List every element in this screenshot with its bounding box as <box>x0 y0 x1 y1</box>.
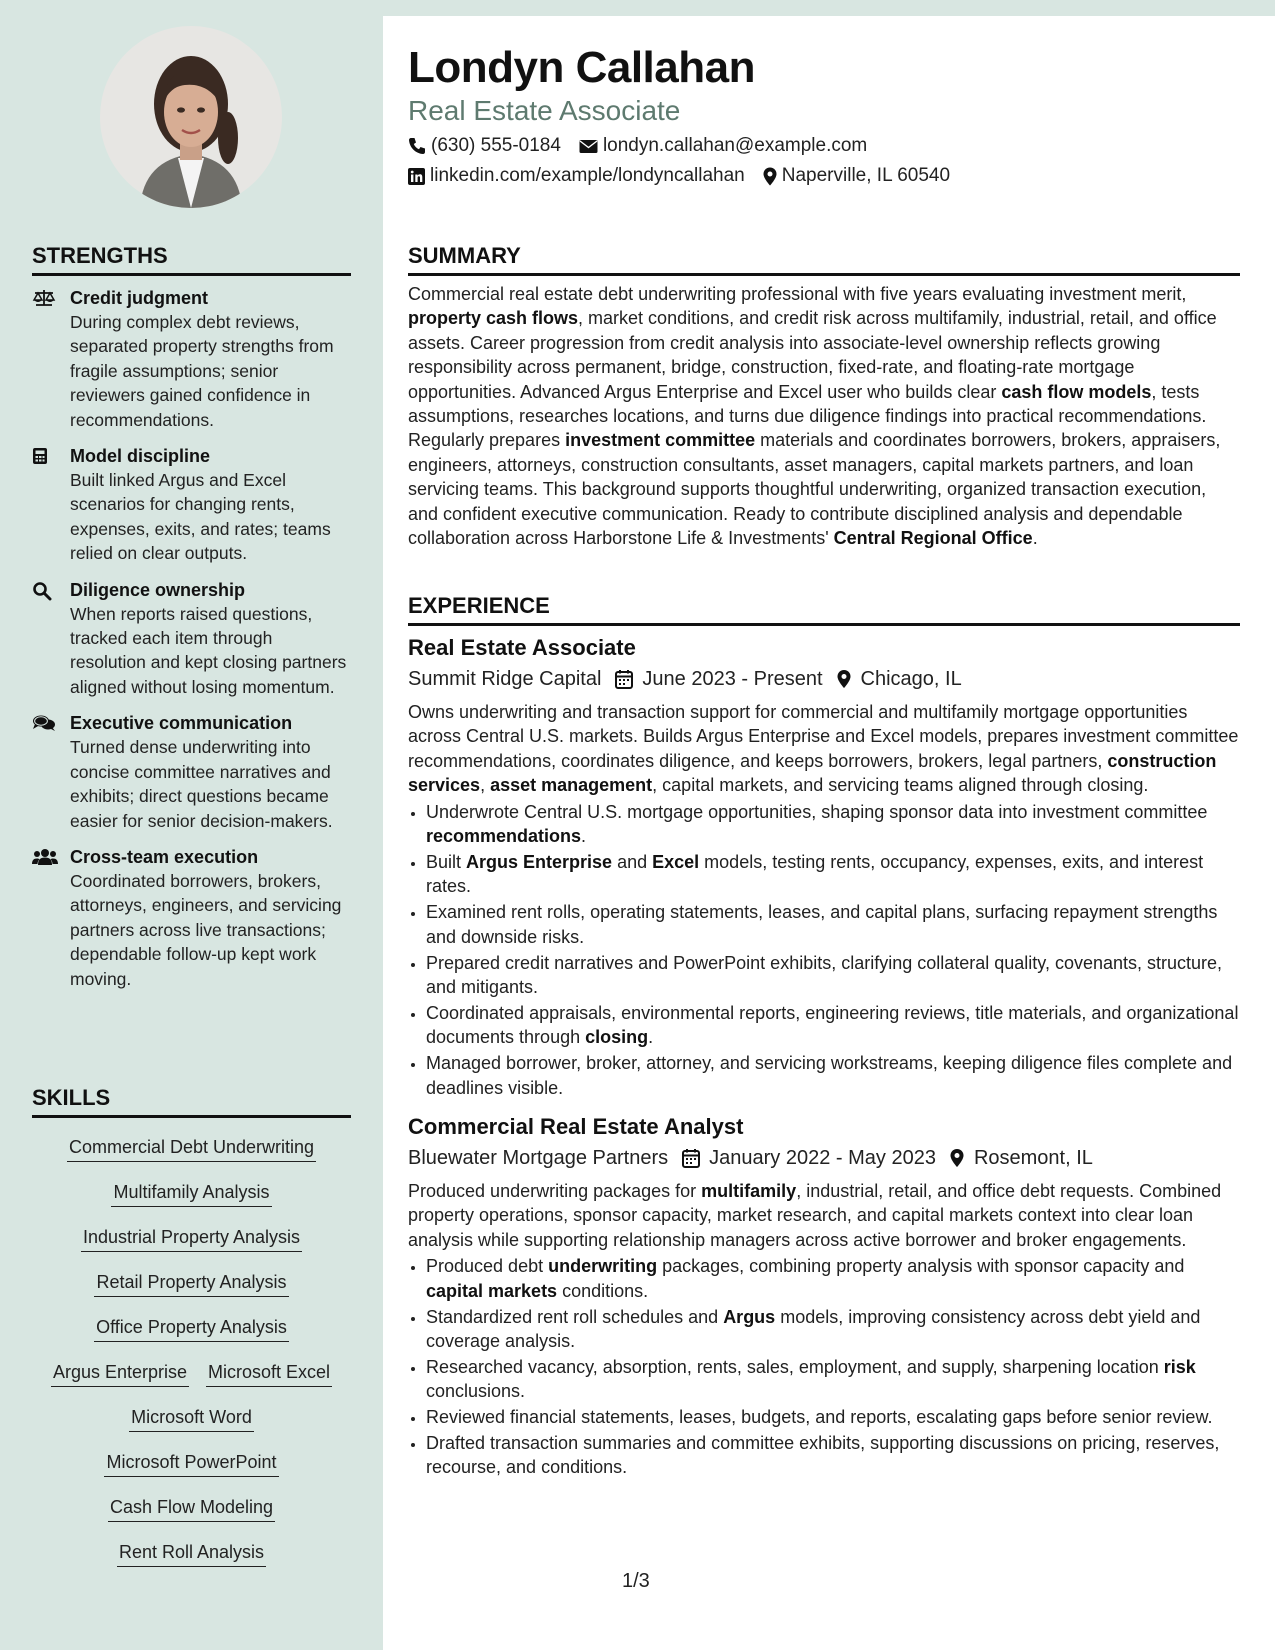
skill-tag: Commercial Debt Underwriting <box>67 1136 316 1162</box>
job-location: Rosemont, IL <box>973 1147 1093 1169</box>
strength-description: Turned dense underwriting into concise committee narratives and exhibits; direct questions became easier for senior decision-makers. <box>70 737 333 831</box>
strength-item <box>32 845 352 991</box>
text-run: Examined rent rolls, operating statements, leases, and capital plans, surfacing repayment strengths and downside risks. <box>426 902 1218 947</box>
job-entry <box>408 1113 1240 1480</box>
search-icon <box>32 578 70 700</box>
strength-item <box>32 444 352 566</box>
text-run: packages, combining property analysis with sponsor capacity and <box>657 1256 1185 1277</box>
strength-item <box>32 711 352 833</box>
text-run: Reviewed financial statements, leases, budgets, and reports, escalating gaps before senior review. <box>426 1407 1213 1428</box>
skill-tag: Rent Roll Analysis <box>117 1541 266 1567</box>
bold-text: capital markets <box>426 1280 558 1301</box>
location-text: Naperville, IL 60540 <box>781 165 951 186</box>
job-bullet <box>426 1051 1240 1100</box>
text-run: materials and coordinates borrowers, brokers, appraisers, engineers, attorneys, construction consultants, asset managers, capital markets partners, and loan servicing teams. This background supports thoughtful underwriting, organized transaction execution, and confident executive communication. Ready to contribute disciplined analysis and dependable collaboration across Harborstone Life & Investments' <box>408 430 1221 549</box>
job-dates: June 2023 - Present <box>642 668 823 690</box>
skills-heading: SKILLS <box>32 1085 351 1118</box>
bold-text: multifamily <box>701 1181 797 1201</box>
strength-description: During complex debt reviews, separated property strengths from fragile assumptions; senior reviewers gained confidence in recommendations. <box>70 312 334 430</box>
experience-section <box>408 593 1240 1481</box>
text-run: Commercial real estate debt underwriting professional with five years evaluating investment merit, <box>408 284 1187 304</box>
calendar-icon <box>682 1148 700 1168</box>
strength-description: When reports raised questions, tracked each item through resolution and kept closing partners aligned without losing momentum. <box>70 603 347 697</box>
contact-location <box>763 164 950 188</box>
job-bullet <box>426 1405 1240 1429</box>
skill-tag: Microsoft Excel <box>206 1361 332 1387</box>
job-bullet <box>426 850 1240 899</box>
skill-tag: Cash Flow Modeling <box>108 1496 275 1522</box>
strength-item <box>32 286 352 432</box>
strength-description: Coordinated borrowers, brokers, attorneys, engineers, and servicing partners across live transactions; dependable follow-up kept work moving. <box>70 870 342 989</box>
bold-text: construction services <box>408 750 1217 796</box>
envelope-icon <box>579 139 598 154</box>
balance-scale-icon <box>32 286 70 432</box>
job-meta <box>408 666 1240 692</box>
map-pin-icon <box>837 669 851 689</box>
strength-title: Model discipline <box>70 446 211 467</box>
linkedin-url: linkedin.com/example/londyncallahan <box>430 165 745 186</box>
phone-number: (630) 555-0184 <box>431 135 561 156</box>
skill-tag: Retail Property Analysis <box>94 1271 288 1297</box>
summary-section <box>408 243 1240 550</box>
strengths-list <box>32 286 352 1003</box>
job-company: Summit Ridge Capital <box>408 668 602 690</box>
users-icon <box>32 845 70 991</box>
text-run: , <box>480 775 491 796</box>
contact-email[interactable] <box>579 134 867 158</box>
job-bullet <box>426 1001 1240 1050</box>
linkedin-icon <box>408 168 425 185</box>
job-bullets <box>408 1254 1240 1480</box>
contact-linkedin[interactable] <box>408 164 745 188</box>
job-bullet <box>426 1355 1240 1404</box>
phone-icon <box>408 137 426 155</box>
text-run: Produced debt <box>426 1256 549 1277</box>
text-run: Produced underwriting packages for <box>408 1181 702 1201</box>
email-address: londyn.callahan@example.com <box>602 135 868 156</box>
job-bullet <box>426 1305 1240 1354</box>
candidate-role: Real Estate Associate <box>408 95 681 126</box>
job-description <box>408 1179 1240 1252</box>
job-meta <box>408 1145 1240 1171</box>
job-bullet <box>426 1254 1240 1303</box>
strength-title: Diligence ownership <box>70 579 246 600</box>
text-run: Managed borrower, broker, attorney, and servicing workstreams, keeping diligence files complete and deadlines visible. <box>426 1053 1233 1098</box>
bold-text: recommendations <box>426 826 582 847</box>
skill-tag: Microsoft PowerPoint <box>104 1451 278 1477</box>
job-dates: January 2022 - May 2023 <box>709 1147 936 1169</box>
job-bullets <box>408 800 1240 1100</box>
text-run: . <box>1032 528 1038 549</box>
job-description <box>408 700 1240 798</box>
text-run: , industrial, retail, and office debt requests. Combined property operations, sponsor capacity, market research, and capital markets context into clear loan analysis while supporting relationship managers across active borrower and broker engagements. <box>408 1181 1222 1250</box>
text-run: , market conditions, and credit risk across multifamily, industrial, retail, and office assets. Career progression from credit analysis into associate-level ownership reflects growing responsibility across permanent, bridge, construction, fixed-rate, and floating-rate mortgage opportunities. Advanced Argus Enterprise and Excel user who builds clear <box>408 308 1217 402</box>
bold-text: asset management <box>490 775 653 796</box>
page-number: 1/3 <box>622 1570 650 1592</box>
job-company: Bluewater Mortgage Partners <box>408 1147 669 1169</box>
strength-title: Cross-team execution <box>70 846 259 867</box>
job-bullet <box>426 1431 1240 1480</box>
summary-heading: SUMMARY <box>408 243 1240 276</box>
text-run: Researched vacancy, absorption, rents, sales, employment, and supply, sharpening location <box>426 1356 1164 1377</box>
skill-tag: Microsoft Word <box>129 1406 254 1432</box>
text-run: Underwrote Central U.S. mortgage opportunities, shaping sponsor data into investment committee <box>426 801 1208 822</box>
contact-row-2 <box>408 164 950 188</box>
job-title: Commercial Real Estate Analyst <box>408 1114 744 1139</box>
contact-phone[interactable] <box>408 134 561 158</box>
candidate-name: Londyn Callahan <box>408 43 755 92</box>
text-run: Coordinated appraisals, environmental reports, engineering reviews, title materials, and organizational documents through <box>426 1002 1239 1048</box>
strengths-heading: STRENGTHS <box>32 243 351 276</box>
job-entry <box>408 634 1240 1100</box>
summary-text <box>408 282 1240 550</box>
text-run: conclusions. <box>426 1381 526 1402</box>
strength-title: Executive communication <box>70 713 293 734</box>
bold-text: Excel <box>652 851 700 872</box>
bold-text: Central Regional Office <box>833 528 1033 549</box>
strength-description: Built linked Argus and Excel scenarios for changing rents, expenses, exits, and rates; teams relied on clear outputs. <box>70 470 331 564</box>
text-run: . <box>581 826 587 847</box>
skill-tag: Office Property Analysis <box>94 1316 289 1342</box>
skill-tag: Argus Enterprise <box>51 1361 189 1387</box>
job-bullet <box>426 951 1240 1000</box>
text-run: models, testing rents, occupancy, expenses, exits, and interest rates. <box>426 851 1204 897</box>
bold-text: Argus <box>723 1306 776 1327</box>
map-pin-icon <box>950 1148 964 1168</box>
skill-tag: Multifamily Analysis <box>111 1181 271 1207</box>
bold-text: underwriting <box>548 1256 658 1277</box>
bold-text: Argus Enterprise <box>466 851 613 872</box>
text-run: Built <box>426 851 467 872</box>
bold-text: investment committee <box>565 430 756 451</box>
comments-icon <box>32 711 70 833</box>
text-run: Standardized rent roll schedules and <box>426 1306 724 1327</box>
calendar-icon <box>615 669 633 689</box>
bold-text: cash flow models <box>1001 381 1152 402</box>
text-run: , tests assumptions, researches locations, and turns due diligence findings into practical recommendations. Regularly prepares <box>408 381 1207 451</box>
experience-heading: EXPERIENCE <box>408 593 1240 626</box>
text-run: and <box>612 851 653 872</box>
job-bullet <box>426 900 1240 949</box>
bold-text: property cash flows <box>408 308 579 329</box>
skill-tag: Industrial Property Analysis <box>81 1226 302 1252</box>
strength-item <box>32 578 352 700</box>
profile-photo <box>100 26 282 208</box>
text-run: . <box>648 1027 654 1048</box>
map-pin-icon <box>763 167 777 186</box>
strength-title: Credit judgment <box>70 288 208 308</box>
text-run: models, improving consistency across debt yield and coverage analysis. <box>426 1306 1201 1351</box>
calculator-icon <box>32 444 70 566</box>
bold-text: closing <box>585 1027 649 1048</box>
text-run: , capital markets, and servicing teams aligned through closing. <box>652 775 1149 796</box>
text-run: Prepared credit narratives and PowerPoint exhibits, clarifying collateral quality, covenants, structure, and mitigants. <box>426 952 1223 997</box>
job-title: Real Estate Associate <box>408 635 636 660</box>
text-run: conditions. <box>557 1280 649 1301</box>
bold-text: risk <box>1163 1356 1196 1377</box>
job-bullet <box>426 800 1240 849</box>
contact-row-1 <box>408 134 867 158</box>
job-location: Chicago, IL <box>860 668 962 690</box>
skills-list <box>32 1136 351 1586</box>
text-run: Owns underwriting and transaction support for commercial and multifamily mortgage opportunities across Central U.S. markets. Builds Argus Enterprise and Excel models, prepares investment committee recommendations, coordinates diligence, and keeps borrowers, brokers, legal partners, <box>408 702 1239 771</box>
text-run: Drafted transaction summaries and committee exhibits, supporting discussions on pricing, reserves, recourse, and conditions. <box>426 1433 1220 1478</box>
